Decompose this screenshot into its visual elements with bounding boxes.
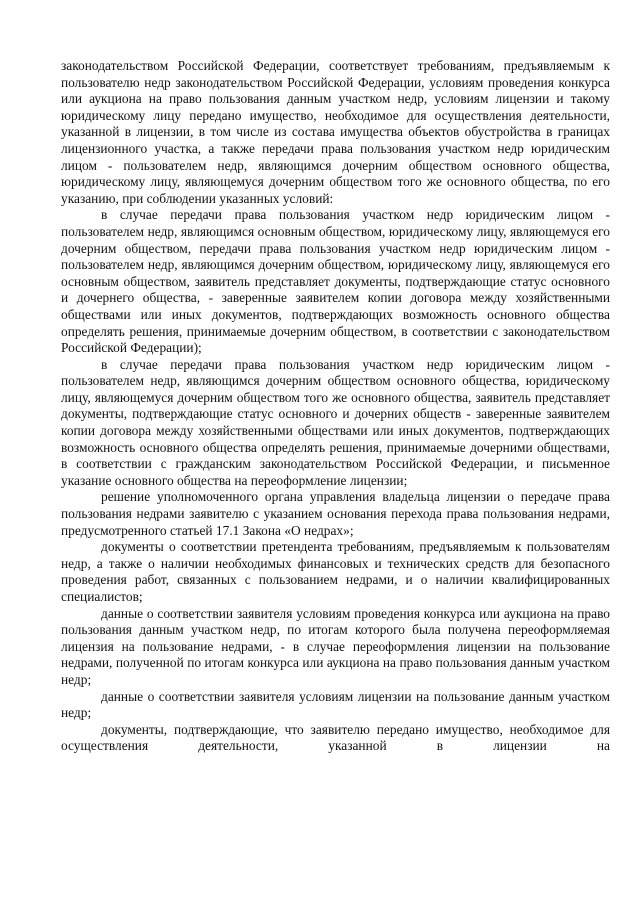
document-page	[61, 58, 610, 755]
paragraph-7: данные о соответствии заявителя условиям лицензии на пользование данным участком недр;	[61, 688, 610, 721]
paragraph-3: в случае передачи права пользования участком недр юридическим лицом - пользователем недр, являющимся дочерним обществом основного общества, юридическому лицу, являющемуся дочерним обществом того же основного общества, заявитель представляет документы, подтверждающие статус основного и дочерних обществ - заверенные заявителем копии договора между хозяйственными обществами или иных документов, подтверждающих возможность основного общества определять решения, принимаемые дочерними обществами, в соответствии с гражданским законодательством Российской Федерации, и письменное указание основного общества на переоформление лицензии;	[61, 356, 610, 488]
paragraph-6: данные о соответствии заявителя условиям проведения конкурса или аукциона на право пользования данным участком недр, по итогам которого была получена переоформляемая лицензия на пользование недрами, - в случае переоформления лицензии на пользование недрами, полученной по итогам конкурса или аукциона на право пользования данным участком недр;	[61, 605, 610, 687]
paragraph-5: документы о соответствии претендента требованиям, предъявляемым к пользователям недр, а также о наличии необходимых финансовых и технических средств для безопасного проведения работ, связанных с пользованием недрами, и о наличии квалифицированных специалистов;	[61, 539, 610, 604]
paragraph-8: документы, подтверждающие, что заявителю передано имущество, необходимое для осуществления деятельности, указанной в лицензии на	[61, 721, 610, 754]
paragraph-2: в случае передачи права пользования участком недр юридическим лицом - пользователем недр, являющимся основным обществом, юридическому лицу, являющемуся его дочерним обществом, передачи права пользования участком недр юридическим лицом - пользователем недр, являющимся дочерним обществом, юридическому лицу, являющемуся его основным обществом, заявитель представляет документы, подтверждающие статус основного и дочернего общества, - заверенные заявителем копии договора между хозяйственными обществами или иных документов, подтверждающих возможность основного общества определять решения, принимаемые дочерним обществом, в соответствии с законодательством Российской Федерации);	[61, 207, 610, 356]
paragraph-4: решение уполномоченного органа управления владельца лицензии о передаче права пользования недрами заявителю с указанием основания перехода права пользования недрами, предусмотренного статьей 17.1 Закона «О недрах»;	[61, 489, 610, 538]
paragraph-1: законодательством Российской Федерации, соответствует требованиям, предъявляемым к пользователю недр законодательством Российской Федерации, условиям проведения конкурса или аукциона на право пользования данным участком недр, условиям лицензии и такому юридическому лицу передано имущество, необходимое для осуществления деятельности, указанной в лицензии, в том числе из состава имущества объектов обустройства в границах лицензионного участка, а также передачи права пользования участком недр юридическим лицом - пользователем недр, являющимся дочерним обществом основного общества, юридическому лицу, являющемуся дочерним обществом того же основного общества, по его указанию, при соблюдении указанных условий:	[61, 58, 610, 206]
